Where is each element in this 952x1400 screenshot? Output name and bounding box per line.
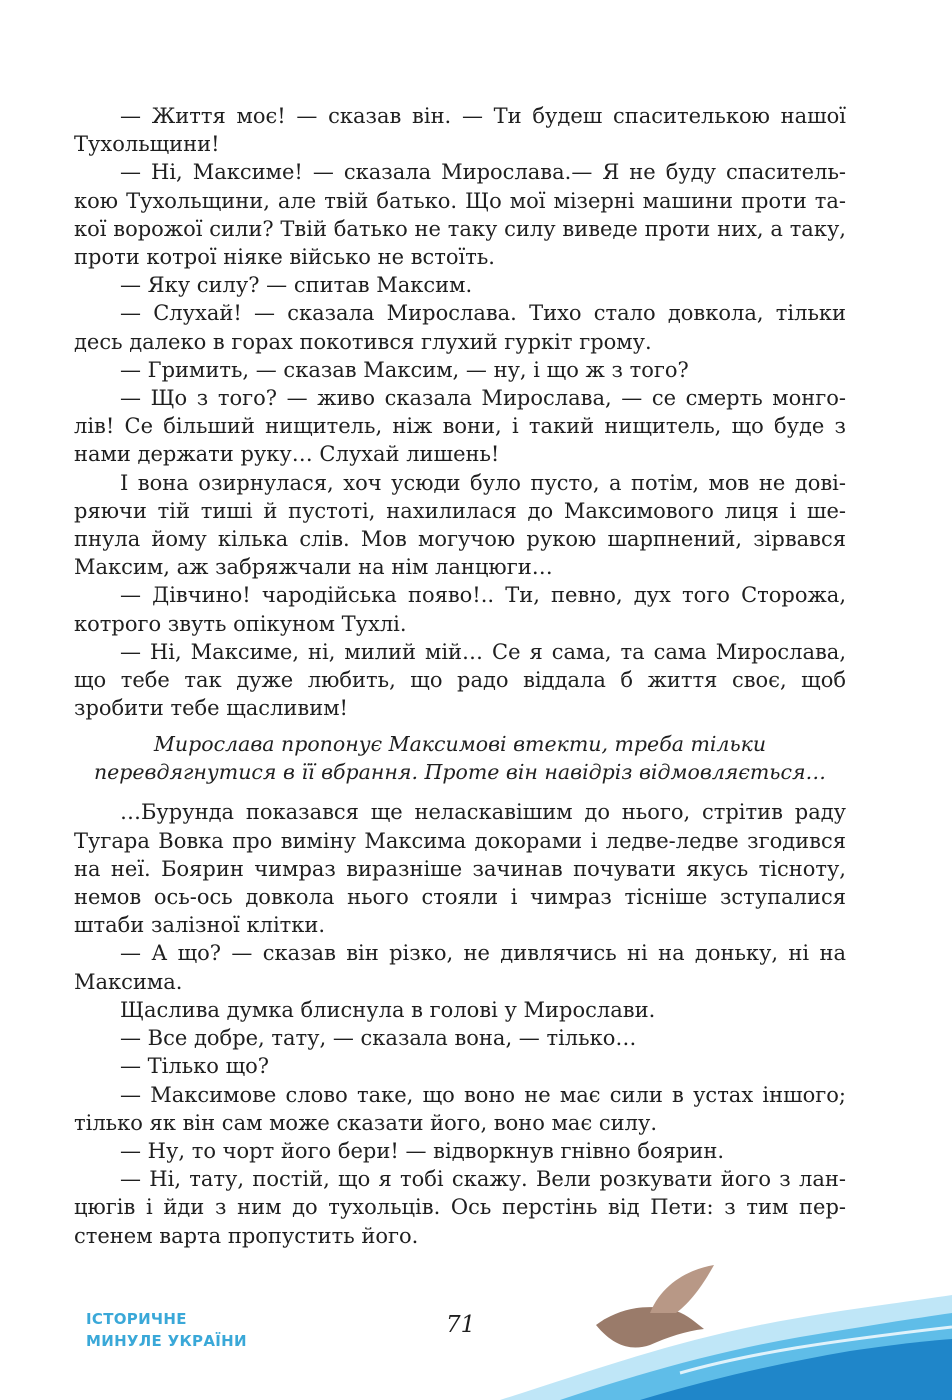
paragraph: …Бурунда показався ще неласкавішим до нього, стрітив раду Тугара Вовка про виміну Максима докорами і ледве-ледве згодився на неї. Боярин чимраз виразніше зачинав почувати якусь тісноту, немов ось-ось довкола нього стояли і чимраз тісніше зступалися штаби залізної клітки. bbox=[74, 800, 846, 938]
paragraph: — Ні, Максиме, ні, милий мій… Се я сама, та сама Мирослава, що тебе так дуже любить, що радо віддала б життя своє, щоб зробити тебе щасливим! bbox=[74, 639, 846, 721]
paragraph: І вона озирнулася, хоч усюди було пусто, а потім, мов не довіряючи тій тиші й пустоті, нахилилася до Максимового лиця і шепнула йому кілька слів. Мов могучою рукою шарпнений, зірвався Максим, аж забряжчали на нім ланцюги… bbox=[74, 470, 846, 580]
paragraph: Щаслива думка блиснула в голові у Мирослави. bbox=[120, 997, 656, 1022]
paragraph: — Ну, то чорт його бери! — відворкнув гнівно боярин. bbox=[120, 1138, 725, 1163]
paragraph: — Максимове слово таке, що воно не має сили в устах іншого; тілько як він сам може сказати його, воно має силу. bbox=[74, 1082, 846, 1135]
section-label bbox=[86, 1308, 247, 1352]
plot-summary-line: перевдягнутися в її вбрання. Проте він навідріз відмовляється… bbox=[93, 760, 827, 785]
page-text bbox=[74, 102, 846, 1250]
paragraph: — Тілько що? bbox=[120, 1054, 270, 1079]
paragraph: — Слухай! — сказала Мирослава. Тихо стало довкола, тільки десь далеко в горах покотився глухий гуркіт грому. bbox=[74, 301, 846, 354]
section-label-line: МИНУЛЕ УКРАЇНИ bbox=[86, 1332, 247, 1350]
section-label-line: ІСТОРИЧНЕ bbox=[86, 1310, 187, 1328]
paragraph: — Ні, тату, постій, що я тобі скажу. Вели розкувати його з ланцюгів і йди з ним до тухольців. Ось перстінь від Пети: з тим перстенем варта пропустить його. bbox=[74, 1167, 846, 1248]
paragraph: — Ні, Максиме! — сказала Мирослава.— Я не буду спасителькою Тухольщини, але твій батько. Що мої мізерні машини проти такої ворожої сили? Твій батько не таку силу виведе проти них, а таку, проти котрої ніяке військо не встоїть. bbox=[74, 160, 846, 270]
page-number: 71 bbox=[446, 1312, 476, 1338]
paragraph: — Гримить, — сказав Максим, — ну, і що ж з того? bbox=[120, 357, 689, 382]
paragraph: — Життя моє! — сказав він. — Ти будеш спасителькою нашої Тухольщини! bbox=[74, 104, 846, 157]
plot-summary bbox=[74, 730, 846, 786]
paragraph: — Яку силу? — спитав Максим. bbox=[120, 273, 473, 298]
paragraph: — Все добре, тату, — сказала вона, — тілько… bbox=[120, 1026, 637, 1051]
bird-icon bbox=[596, 1265, 714, 1348]
plot-summary-line: Мирослава пропонує Максимові втекти, треба тільки bbox=[153, 732, 767, 757]
paragraph: — А що? — сказав він різко, не дивлячись ні на доньку, ні на Максима. bbox=[74, 941, 846, 994]
paragraph: — Дівчино! чародійська появо!.. Ти, певно, дух того Сторожа, котрого звуть опікуном Тухлі. bbox=[74, 583, 846, 636]
bird-over-waves-icon bbox=[500, 1255, 952, 1400]
paragraph: — Що з того? — живо сказала Мирослава, — се смерть монголів! Се більший нищитель, ніж вони, і такий нищитель, що буде з нами держати руку… Слухай лишень! bbox=[74, 386, 846, 467]
